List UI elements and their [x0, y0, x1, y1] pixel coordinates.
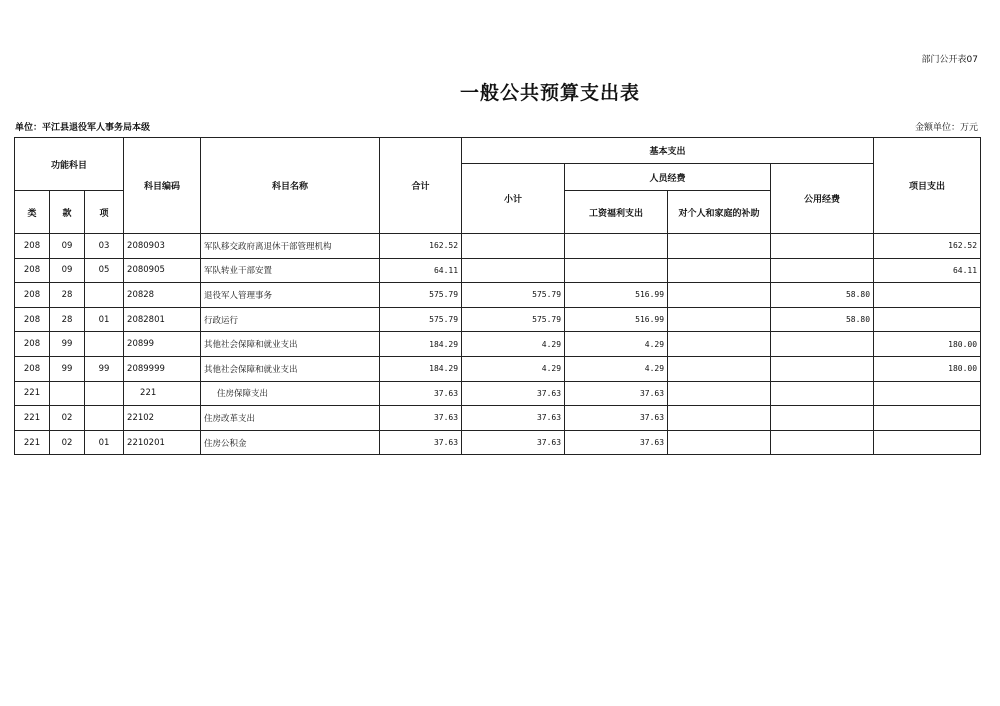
code-cell: 2080905 — [124, 258, 201, 283]
kuan-cell: 28 — [50, 307, 85, 332]
name-cell: 其他社会保障和就业支出 — [201, 332, 380, 357]
page-title: 一般公共预算支出表 — [459, 82, 640, 104]
kuan-cell: 99 — [50, 356, 85, 381]
lei-header: 类 — [15, 191, 50, 234]
subtotal-cell: 575.79 — [462, 283, 565, 308]
personnel-expense-header: 人员经费 — [565, 164, 771, 191]
project-cell — [874, 381, 981, 406]
wages-cell: 37.63 — [565, 406, 668, 431]
kuan-header: 款 — [50, 191, 85, 234]
total-cell: 37.63 — [380, 406, 462, 431]
code-cell: 2089999 — [124, 356, 201, 381]
name-cell: 住房保障支出 — [201, 381, 380, 406]
kuan-cell: 09 — [50, 258, 85, 283]
lei-cell: 208 — [15, 356, 50, 381]
project-cell — [874, 283, 981, 308]
table-row — [15, 406, 981, 431]
wages-cell: 4.29 — [565, 332, 668, 357]
xiang-cell — [85, 406, 124, 431]
public-cell — [771, 406, 874, 431]
total-header: 合计 — [380, 138, 462, 234]
code-cell: 2080903 — [124, 234, 201, 259]
subtotal-cell — [462, 258, 565, 283]
public-cell: 58.80 — [771, 283, 874, 308]
public-cell — [771, 430, 874, 455]
wages-cell: 516.99 — [565, 283, 668, 308]
table-row — [15, 332, 981, 357]
code-header: 科目编码 — [124, 138, 201, 234]
name-cell: 其他社会保障和就业支出 — [201, 356, 380, 381]
total-cell: 575.79 — [380, 283, 462, 308]
public-cell: 58.80 — [771, 307, 874, 332]
xiang-cell — [85, 332, 124, 357]
subsidy-cell — [668, 283, 771, 308]
table-number-label: 部门公开表07 — [921, 55, 978, 65]
lei-cell: 221 — [15, 406, 50, 431]
subtotal-cell: 37.63 — [462, 406, 565, 431]
name-cell: 军队转业干部安置 — [201, 258, 380, 283]
table-row — [15, 381, 981, 406]
name-cell: 住房改革支出 — [201, 406, 380, 431]
name-cell: 军队移交政府离退休干部管理机构 — [201, 234, 380, 259]
project-expenditure-header: 项目支出 — [874, 138, 981, 234]
subtotal-cell: 37.63 — [462, 381, 565, 406]
public-cell — [771, 234, 874, 259]
code-cell: 20828 — [124, 283, 201, 308]
name-cell: 行政运行 — [201, 307, 380, 332]
code-cell: 22102 — [124, 406, 201, 431]
wages-cell: 4.29 — [565, 356, 668, 381]
public-cell — [771, 381, 874, 406]
project-cell — [874, 307, 981, 332]
kuan-cell: 02 — [50, 430, 85, 455]
subsidy-cell — [668, 234, 771, 259]
total-cell: 575.79 — [380, 307, 462, 332]
lei-cell: 208 — [15, 234, 50, 259]
table-row — [15, 430, 981, 455]
subtotal-cell: 37.63 — [462, 430, 565, 455]
table-row — [15, 307, 981, 332]
subsidy-cell — [668, 332, 771, 357]
code-cell: 2210201 — [124, 430, 201, 455]
kuan-cell: 99 — [50, 332, 85, 357]
table-row — [15, 234, 981, 259]
basic-expenditure-header: 基本支出 — [462, 138, 874, 164]
xiang-cell — [85, 283, 124, 308]
wages-cell — [565, 258, 668, 283]
lei-cell: 221 — [15, 430, 50, 455]
project-cell — [874, 430, 981, 455]
unit-label: 单位：平江县退役军人事务局本级 — [15, 123, 151, 133]
subtotal-header: 小计 — [462, 164, 565, 234]
subtotal-cell — [462, 234, 565, 259]
budget-expenditure-table — [14, 137, 981, 455]
wages-header: 工资福利支出 — [565, 191, 668, 234]
total-cell: 37.63 — [380, 381, 462, 406]
name-cell: 退役军人管理事务 — [201, 283, 380, 308]
code-cell: 20899 — [124, 332, 201, 357]
kuan-cell: 02 — [50, 406, 85, 431]
subsidy-cell — [668, 430, 771, 455]
subtotal-cell: 575.79 — [462, 307, 565, 332]
project-cell: 162.52 — [874, 234, 981, 259]
xiang-cell: 03 — [85, 234, 124, 259]
wages-cell: 516.99 — [565, 307, 668, 332]
subtotal-cell: 4.29 — [462, 356, 565, 381]
subsidy-cell — [668, 381, 771, 406]
lei-cell: 208 — [15, 307, 50, 332]
wages-cell: 37.63 — [565, 430, 668, 455]
name-cell: 住房公积金 — [201, 430, 380, 455]
total-cell: 162.52 — [380, 234, 462, 259]
project-cell: 180.00 — [874, 356, 981, 381]
public-expense-header: 公用经费 — [771, 164, 874, 234]
xiang-cell: 99 — [85, 356, 124, 381]
code-cell: 2082801 — [124, 307, 201, 332]
project-cell: 64.11 — [874, 258, 981, 283]
subsidy-cell — [668, 406, 771, 431]
xiang-cell: 05 — [85, 258, 124, 283]
table-row — [15, 258, 981, 283]
total-cell: 37.63 — [380, 430, 462, 455]
project-cell — [874, 406, 981, 431]
total-cell: 64.11 — [380, 258, 462, 283]
kuan-cell: 09 — [50, 234, 85, 259]
lei-cell: 221 — [15, 381, 50, 406]
wages-cell — [565, 234, 668, 259]
project-cell: 180.00 — [874, 332, 981, 357]
public-cell — [771, 332, 874, 357]
lei-cell: 208 — [15, 332, 50, 357]
total-cell: 184.29 — [380, 356, 462, 381]
total-cell: 184.29 — [380, 332, 462, 357]
kuan-cell: 28 — [50, 283, 85, 308]
subtotal-cell: 4.29 — [462, 332, 565, 357]
kuan-cell — [50, 381, 85, 406]
public-cell — [771, 258, 874, 283]
currency-unit-label: 金额单位：万元 — [914, 123, 978, 133]
lei-cell: 208 — [15, 258, 50, 283]
xiang-cell: 01 — [85, 430, 124, 455]
table-row — [15, 356, 981, 381]
subsidy-cell — [668, 258, 771, 283]
wages-cell: 37.63 — [565, 381, 668, 406]
public-cell — [771, 356, 874, 381]
xiang-header: 项 — [85, 191, 124, 234]
lei-cell: 208 — [15, 283, 50, 308]
name-header: 科目名称 — [201, 138, 380, 234]
table-row — [15, 283, 981, 308]
subsidy-cell — [668, 307, 771, 332]
xiang-cell — [85, 381, 124, 406]
func-subject-header: 功能科目 — [15, 138, 124, 191]
subsidy-cell — [668, 356, 771, 381]
code-cell: 221 — [124, 381, 201, 406]
xiang-cell: 01 — [85, 307, 124, 332]
subsidy-header: 对个人和家庭的补助 — [668, 191, 771, 234]
